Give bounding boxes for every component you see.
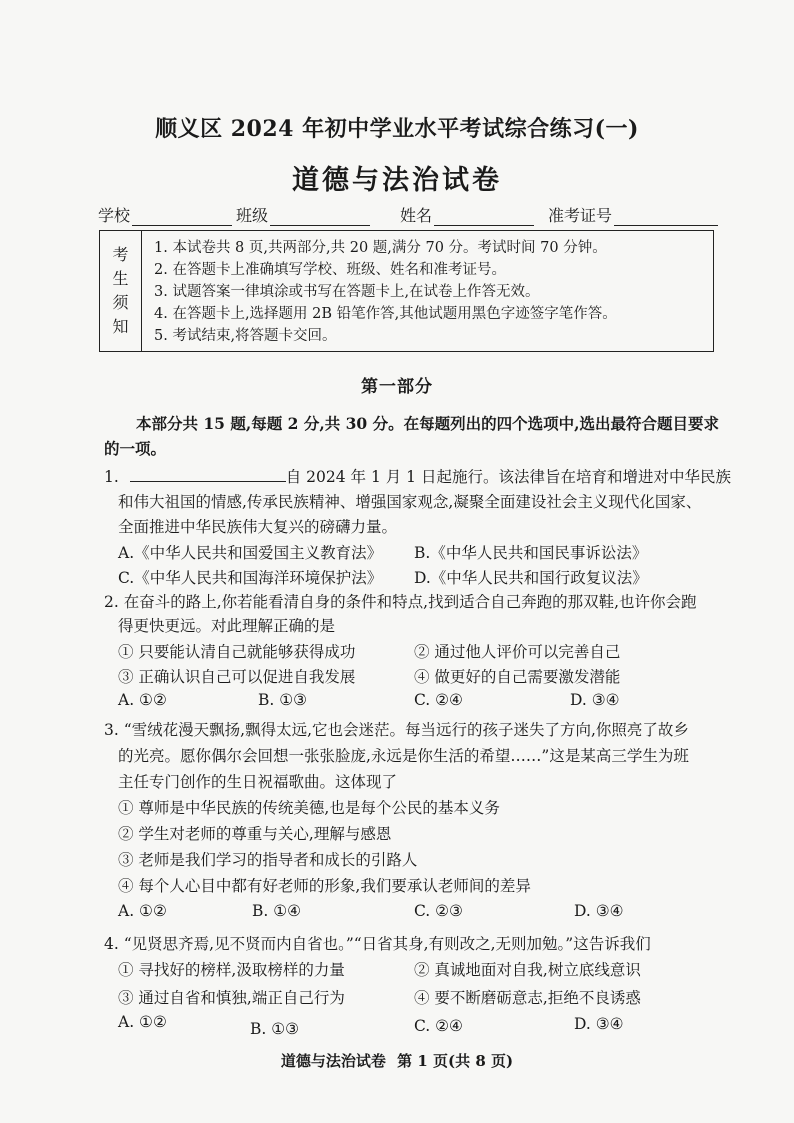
exam-id-field: [548, 203, 718, 226]
question-1-line: 和伟大祖国的情感,传承民族精神、增强国家观念,凝聚全面建设社会主义现代化国家、: [118, 493, 702, 511]
option-d: D.《中华人民共和国行政复议法》: [414, 569, 648, 587]
instruction-item: 2. 在答题卡上准确填写学校、班级、姓名和准考证号。: [154, 262, 506, 278]
question-3-line: 的光亮。愿你偶尔会回想一张张脸庞,永远是你生活的希望……”这是某高三学生为班: [118, 747, 689, 765]
exam-title: 顺义区 2024 年初中学业水平考试综合练习(一): [155, 116, 639, 142]
footer-subject: 道德与法治试卷: [280, 1052, 386, 1070]
option-d: D. ③④: [574, 902, 624, 920]
name-field: [400, 203, 534, 226]
instruction-item: 5. 考试结束,将答题卡交回。: [154, 328, 337, 344]
option-d: D. ③④: [570, 691, 620, 709]
question-3-line: 3. “雪绒花漫天飘扬,飘得太远,它也会迷茫。每当远行的孩子迷失了方向,你照亮了故乡: [104, 721, 689, 739]
exam-subject-title: 道德与法治试卷: [292, 165, 502, 196]
name-label: 姓名: [400, 206, 433, 225]
option-b: B.《中华人民共和国民事诉讼法》: [414, 544, 648, 562]
statement-2: ② 真诚地面对自我,树立底线意识: [414, 961, 641, 979]
question-2-line: 2. 在奋斗的路上,你若能看清自身的条件和特点,找到适合自己奔跑的那双鞋,也许你会跑: [104, 593, 697, 611]
question-3-line: 主任专门创作的生日祝福歌曲。这体现了: [118, 773, 398, 791]
option-b: B. ①④: [252, 902, 302, 920]
statement-3: ③ 正确认识自己可以促进自我发展: [118, 668, 356, 686]
class-field: [236, 203, 370, 226]
instructions-label-char: 知: [112, 317, 129, 336]
instruction-item: 3. 试题答案一律填涂或书写在答题卡上,在试卷上作答无效。: [154, 284, 540, 300]
statement-1: ① 尊师是中华民族的传统美德,也是每个公民的基本义务: [118, 799, 500, 817]
question-number: 1.: [104, 468, 119, 486]
statement-1: ① 寻找好的榜样,汲取榜样的力量: [118, 961, 345, 979]
school-label: 学校: [98, 206, 131, 225]
option-b: B. ①③: [250, 1020, 300, 1038]
statement-2: ② 学生对老师的尊重与关心,理解与感恩: [118, 825, 392, 843]
instructions-label: [100, 231, 142, 351]
section-intro-line: 的一项。: [104, 439, 167, 458]
option-a: A.《中华人民共和国爱国主义教育法》: [118, 544, 383, 562]
exam-instructions-box: [99, 230, 714, 352]
option-d: D. ③④: [574, 1015, 624, 1033]
section-title: 第一部分: [361, 377, 433, 397]
instructions-list: [154, 237, 617, 347]
question-1-line: 全面推进中华民族伟大复兴的磅礴力量。: [118, 518, 398, 536]
statement-4: ④ 做更好的自己需要激发潜能: [414, 668, 621, 686]
footer-page-number: 第 1 页(共 8 页): [397, 1052, 514, 1070]
instructions-label-char: 须: [112, 293, 129, 312]
instructions-label-char: 考: [112, 245, 129, 264]
school-blank: [132, 207, 232, 226]
statement-3: ③ 通过自省和慎独,端正自己行为: [118, 989, 345, 1007]
option-c: C. ②④: [414, 691, 463, 709]
school-field: [98, 203, 232, 226]
instruction-item: 1. 本试卷共 8 页,共两部分,共 20 题,满分 70 分。考试时间 70 分钟。: [154, 240, 607, 256]
question-2-line: 得更快更远。对此理解正确的是: [118, 617, 336, 635]
student-info-line: [98, 203, 718, 225]
statement-3: ③ 老师是我们学习的指导者和成长的引路人: [118, 851, 418, 869]
option-a: A. ①②: [118, 1013, 167, 1031]
exam-id-label: 准考证号: [548, 206, 613, 225]
option-a: A. ①②: [118, 691, 167, 709]
instruction-item: 4. 在答题卡上,选择题用 2B 铅笔作答,其他试题用黑色字迹签字笔作答。: [154, 306, 617, 322]
statement-1: ① 只要能认清自己就能够获得成功: [118, 643, 356, 661]
option-a: A. ①②: [118, 902, 167, 920]
answer-blank: [130, 465, 286, 482]
statement-2: ② 通过他人评价可以完善自己: [414, 643, 621, 661]
option-b: B. ①③: [258, 691, 308, 709]
class-label: 班级: [236, 206, 269, 225]
option-c: C. ②③: [414, 902, 463, 920]
exam-id-blank: [614, 207, 718, 226]
instructions-label-char: 生: [112, 269, 129, 288]
question-1-stem: [104, 465, 731, 487]
question-4-line: 4. “见贤思齐焉,见不贤而内自省也。”“日省其身,有则改之,无则加勉。”这告诉我们: [104, 935, 651, 953]
page-footer: [0, 1050, 794, 1071]
option-c: C. ②④: [414, 1017, 463, 1035]
statement-4: ④ 每个人心目中都有好老师的形象,我们要承认老师间的差异: [118, 877, 531, 895]
name-blank: [434, 207, 534, 226]
class-blank: [270, 207, 370, 226]
option-c: C.《中华人民共和国海洋环境保护法》: [118, 569, 383, 587]
question-text: 自 2024 年 1 月 1 日起施行。该法律旨在培育和增进对中华民族: [285, 468, 731, 486]
statement-4: ④ 要不断磨砺意志,拒绝不良诱惑: [414, 989, 641, 1007]
section-intro-line: 本部分共 15 题,每题 2 分,共 30 分。在每题列出的四个选项中,选出最符合题目要求: [136, 414, 719, 433]
